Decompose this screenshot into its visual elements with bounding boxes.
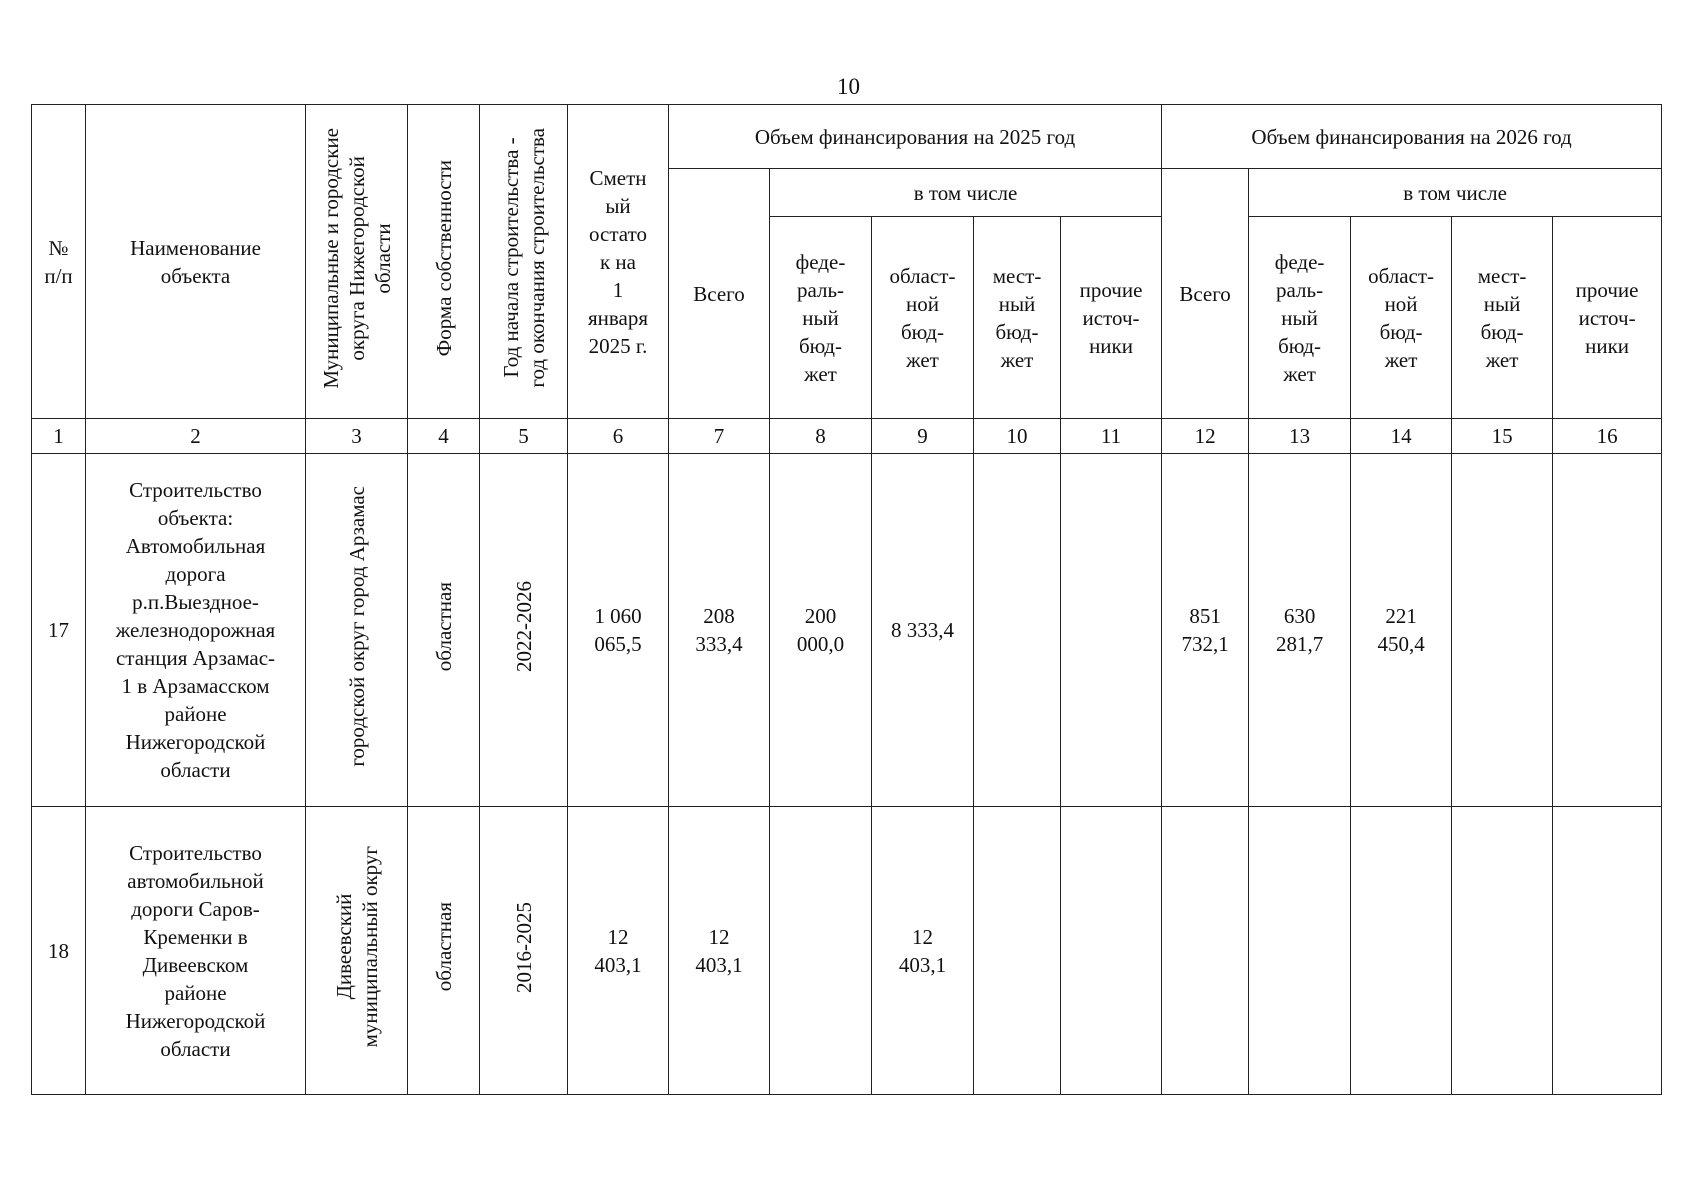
row-years: 2016-2025 bbox=[480, 807, 568, 1095]
header-total-2025: Всего bbox=[669, 169, 770, 419]
column-number: 12 bbox=[1162, 419, 1249, 454]
table-row bbox=[32, 454, 1662, 807]
header-group-2025: Объем финансирования на 2025 год bbox=[669, 105, 1162, 169]
text-line: области bbox=[160, 1036, 231, 1061]
text-line: области bbox=[160, 758, 231, 782]
text-line: 450,4 bbox=[1377, 632, 1425, 656]
row-estimate bbox=[568, 454, 669, 807]
row-district bbox=[306, 454, 408, 807]
row-total-2025 bbox=[669, 807, 770, 1095]
table-row bbox=[32, 807, 1662, 1095]
text-line: 8 333,4 bbox=[891, 618, 954, 642]
header-other-2026 bbox=[1553, 217, 1662, 419]
text-line: источ- bbox=[1082, 305, 1140, 330]
text-line: ники bbox=[1585, 333, 1630, 358]
text-line: 1 060 bbox=[594, 604, 642, 628]
row-other-2025 bbox=[1061, 807, 1162, 1095]
row-object-name bbox=[86, 807, 306, 1095]
column-number: 10 bbox=[974, 419, 1061, 454]
text-line: р.п.Выездное- bbox=[132, 590, 259, 614]
text-line: автомобильной bbox=[127, 868, 264, 893]
row-regional-2025 bbox=[872, 807, 974, 1095]
row-federal-2025 bbox=[770, 807, 872, 1095]
text-line: 403,1 bbox=[594, 952, 642, 977]
column-number: 4 bbox=[408, 419, 480, 454]
text-line: Строительство bbox=[129, 840, 262, 865]
row-ownership: областная bbox=[408, 807, 480, 1095]
text-line: городской округ город Арзамас bbox=[344, 486, 369, 767]
text-line: мест- bbox=[992, 263, 1042, 288]
header-years bbox=[480, 105, 568, 419]
column-number: 7 bbox=[669, 419, 770, 454]
text-line: област- bbox=[889, 263, 956, 288]
row-local-2025 bbox=[974, 454, 1061, 807]
header-total-2026: Всего bbox=[1162, 169, 1249, 419]
row-total-2026 bbox=[1162, 454, 1249, 807]
row-federal-2025 bbox=[770, 454, 872, 807]
header-federal-2025 bbox=[770, 217, 872, 419]
header-num bbox=[32, 105, 86, 419]
text-line: раль- bbox=[796, 277, 845, 302]
column-number: 14 bbox=[1351, 419, 1452, 454]
text-line: Сметн bbox=[589, 165, 647, 190]
column-number: 6 bbox=[568, 419, 669, 454]
text-line: 208 bbox=[703, 604, 735, 628]
text-line: железнодорожная bbox=[115, 618, 276, 642]
row-other-2026 bbox=[1553, 807, 1662, 1095]
row-other-2026 bbox=[1553, 454, 1662, 807]
text-line: к на bbox=[599, 249, 636, 274]
text-line: 630 bbox=[1283, 604, 1316, 628]
text-line: 1 bbox=[612, 277, 624, 302]
header-in-total-2026: в том числе bbox=[1249, 169, 1662, 217]
text-line: 281,7 bbox=[1275, 632, 1324, 656]
text-line: Кременки в bbox=[143, 924, 248, 949]
text-line: районе bbox=[164, 980, 227, 1005]
text-line: 000,0 bbox=[796, 632, 845, 656]
column-number: 3 bbox=[306, 419, 408, 454]
header-estimate bbox=[568, 105, 669, 419]
text-line: раль- bbox=[1276, 277, 1324, 302]
text-line: ый bbox=[605, 193, 631, 218]
row-ownership: областная bbox=[408, 454, 480, 807]
text-line: бюд- bbox=[1379, 319, 1423, 344]
header-local-2026 bbox=[1452, 217, 1553, 419]
row-regional-2026 bbox=[1351, 454, 1452, 807]
text-line: жет bbox=[1485, 347, 1519, 372]
text-line: 732,1 bbox=[1181, 632, 1229, 656]
column-number: 2 bbox=[86, 419, 306, 454]
row-district bbox=[306, 807, 408, 1095]
text-line: жет bbox=[1000, 347, 1034, 372]
text-line: января bbox=[587, 305, 649, 330]
text-line: Строительство bbox=[129, 478, 262, 502]
text-line: 403,1 bbox=[898, 952, 947, 977]
text-line: Нижегородской bbox=[125, 730, 266, 754]
text-line: ный bbox=[802, 305, 839, 330]
text-line: Дивеевский bbox=[331, 894, 356, 1000]
text-line: источ- bbox=[1578, 305, 1636, 330]
text-line: прочие bbox=[1575, 277, 1639, 302]
row-local-2026 bbox=[1452, 807, 1553, 1095]
column-number: 5 bbox=[480, 419, 568, 454]
row-object-name bbox=[86, 454, 306, 807]
text-line: 12 bbox=[912, 924, 933, 949]
header-in-total-2025: в том числе bbox=[770, 169, 1162, 217]
text-line: жет bbox=[1384, 347, 1418, 372]
text-line: 2025 г. bbox=[588, 333, 648, 358]
text-line: ный bbox=[998, 291, 1036, 316]
header-other-2025 bbox=[1061, 217, 1162, 419]
text-line: Муниципальные и городские bbox=[318, 127, 343, 389]
text-line: 065,5 bbox=[594, 632, 642, 656]
text-line: дорога bbox=[165, 562, 226, 586]
text-line: феде- bbox=[1274, 249, 1325, 274]
text-line: № bbox=[48, 235, 69, 260]
text-line: объекта: bbox=[157, 506, 234, 530]
text-line: ный bbox=[1281, 305, 1318, 330]
row-federal-2026 bbox=[1249, 807, 1351, 1095]
text-line: бюд- bbox=[1480, 319, 1524, 344]
text-line: области bbox=[370, 222, 395, 294]
header-federal-2026 bbox=[1249, 217, 1351, 419]
text-line: 200 bbox=[804, 604, 837, 628]
text-line: бюд- bbox=[1278, 333, 1322, 358]
column-number-row bbox=[32, 419, 1662, 454]
row-federal-2026 bbox=[1249, 454, 1351, 807]
text-line: Автомобильная bbox=[125, 534, 266, 558]
header-row-1 bbox=[32, 105, 1662, 169]
text-line: год окончания строительства bbox=[524, 128, 549, 388]
header-group-2026: Объем финансирования на 2026 год bbox=[1162, 105, 1662, 169]
text-line: п/п bbox=[44, 263, 73, 288]
text-line: жет bbox=[1283, 361, 1316, 386]
text-line: объекта bbox=[160, 263, 231, 288]
text-line: остато bbox=[589, 221, 647, 246]
page-number: 10 bbox=[837, 74, 860, 99]
row-total-2026 bbox=[1162, 807, 1249, 1095]
column-number: 11 bbox=[1061, 419, 1162, 454]
text-line: ники bbox=[1089, 333, 1133, 358]
text-line: ной bbox=[906, 291, 939, 316]
row-num: 17 bbox=[32, 454, 86, 807]
column-number: 1 bbox=[32, 419, 86, 454]
row-regional-2026 bbox=[1351, 807, 1452, 1095]
row-regional-2025 bbox=[872, 454, 974, 807]
column-number: 16 bbox=[1553, 419, 1662, 454]
text-line: бюд- bbox=[995, 319, 1039, 344]
text-line: жет bbox=[906, 347, 939, 372]
text-line: Нижегородской bbox=[125, 1008, 266, 1033]
text-line: Год начала строительства - bbox=[498, 137, 523, 379]
text-line: бюд- bbox=[901, 319, 944, 344]
text-line: 851 bbox=[1189, 604, 1221, 628]
column-number: 13 bbox=[1249, 419, 1351, 454]
header-regional-2025 bbox=[872, 217, 974, 419]
row-estimate bbox=[568, 807, 669, 1095]
row-other-2025 bbox=[1061, 454, 1162, 807]
header-local-2025 bbox=[974, 217, 1061, 419]
text-line: прочие bbox=[1079, 277, 1143, 302]
column-number: 8 bbox=[770, 419, 872, 454]
text-line: област- bbox=[1368, 263, 1435, 288]
text-line: Форма собственности bbox=[431, 159, 456, 357]
text-line: феде- bbox=[795, 249, 846, 274]
row-local-2025 bbox=[974, 807, 1061, 1095]
row-local-2026 bbox=[1452, 454, 1553, 807]
header-district bbox=[306, 105, 408, 419]
header-ownership bbox=[408, 105, 480, 419]
financing-table bbox=[31, 104, 1662, 1095]
text-line: 12 bbox=[708, 924, 730, 949]
text-line: районе bbox=[164, 702, 227, 726]
text-line: станция Арзамас- bbox=[115, 646, 276, 670]
text-line: 403,1 bbox=[695, 952, 743, 977]
text-line: Наименование bbox=[130, 235, 261, 260]
text-line: Дивеевском bbox=[142, 952, 249, 977]
header-name bbox=[86, 105, 306, 419]
row-num: 18 bbox=[32, 807, 86, 1095]
text-line: ной bbox=[1384, 291, 1418, 316]
text-line: мест- bbox=[1477, 263, 1527, 288]
text-line: 1 в Арзамасском bbox=[121, 674, 270, 698]
text-line: бюд- bbox=[799, 333, 842, 358]
text-line: 221 bbox=[1385, 604, 1417, 628]
text-line: 12 bbox=[607, 924, 629, 949]
column-number: 9 bbox=[872, 419, 974, 454]
text-line: дороги Саров- bbox=[131, 896, 260, 921]
text-line: ный bbox=[1483, 291, 1521, 316]
text-line: округа Нижегородской bbox=[344, 155, 369, 361]
column-number: 15 bbox=[1452, 419, 1553, 454]
text-line: 333,4 bbox=[695, 632, 743, 656]
text-line: жет bbox=[804, 361, 837, 386]
row-years: 2022-2026 bbox=[480, 454, 568, 807]
row-total-2025 bbox=[669, 454, 770, 807]
header-regional-2026 bbox=[1351, 217, 1452, 419]
text-line: муниципальный округ bbox=[357, 846, 382, 1048]
